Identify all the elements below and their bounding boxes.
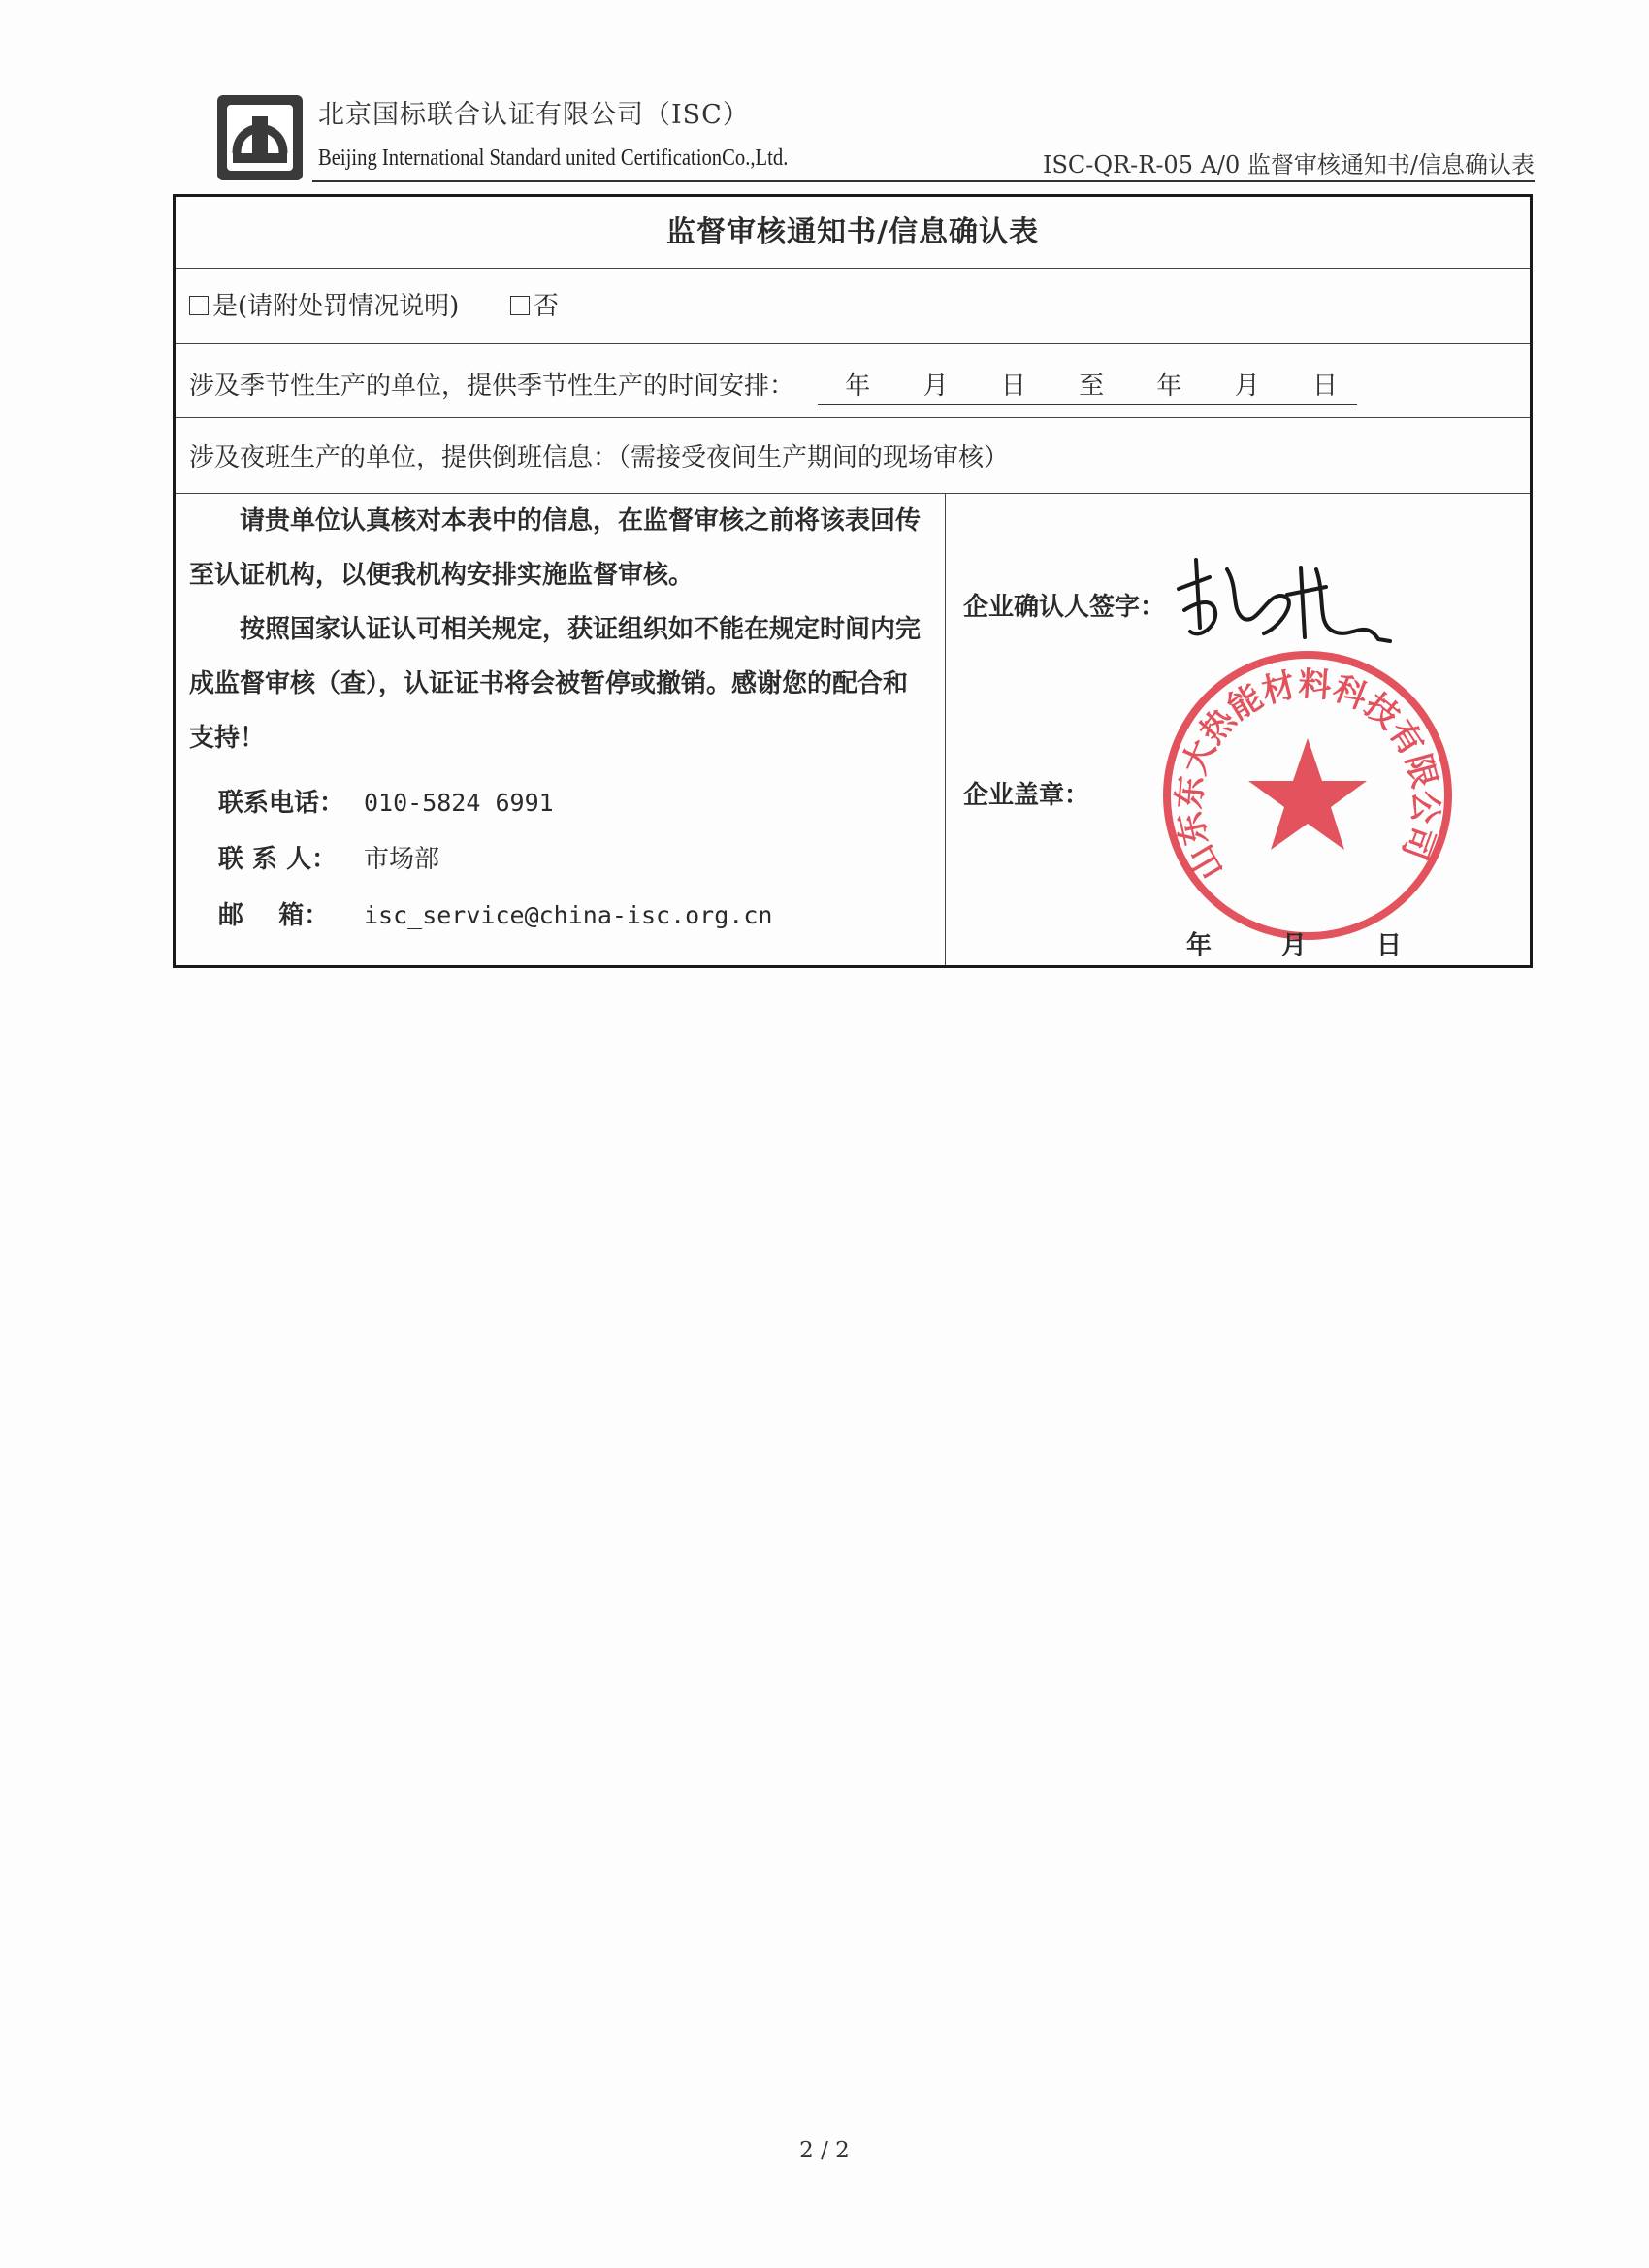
company-name-cn: 北京国标联合认证有限公司（ISC） [318, 100, 750, 130]
penalty-no-checkbox[interactable] [510, 296, 530, 315]
notice-paragraph-1: 请贵单位认真核对本表中的信息，在监督审核之前将该表回传至认证机构，以便我机构安排实施监督审核。 [189, 506, 922, 590]
person-value: 市场部 [364, 845, 440, 874]
notice-panel [176, 494, 946, 965]
seasonal-year-start: 年 [845, 372, 871, 401]
seasonal-month-start: 月 [922, 372, 949, 401]
notice-section [176, 494, 1530, 965]
contact-phone-row [218, 775, 931, 831]
phone-label: 联系电话： [218, 789, 345, 818]
svg-text:山东东大热能材料科技有限公司: 山东东大热能材料科技有限公司 [1170, 664, 1445, 887]
penalty-no-label: 否 [533, 292, 559, 321]
confirmation-form [173, 194, 1533, 968]
contact-email-row [218, 888, 931, 944]
confirm-month: 月 [1281, 931, 1308, 960]
night-shift-row [176, 418, 1530, 494]
seasonal-date-range-field[interactable] [818, 366, 1357, 405]
confirmation-date [1186, 925, 1471, 961]
seasonal-label: 涉及季节性生产的单位，提供季节性生产的时间安排： [189, 372, 795, 401]
header-divider [312, 180, 1535, 182]
confirmation-panel [946, 494, 1530, 965]
seasonal-month-end: 月 [1234, 372, 1260, 401]
seasonal-day-start: 日 [1000, 372, 1026, 401]
confirm-year: 年 [1186, 931, 1212, 960]
seasonal-production-row [176, 344, 1530, 418]
page-number: 2 / 2 [799, 2138, 850, 2163]
penalty-yes-checkbox[interactable] [189, 296, 209, 315]
night-shift-label: 涉及夜班生产的单位，提供倒班信息： [189, 443, 619, 472]
night-shift-note: （需接受夜间生产期间的现场审核） [618, 443, 1010, 472]
seasonal-to: 至 [1079, 372, 1105, 401]
seasonal-day-end: 日 [1311, 372, 1338, 401]
company-name-en: Beijing International Standard united CertificationCo.,Ltd. [318, 146, 789, 171]
notice-paragraph-2: 按照国家认证认可相关规定，获证组织如不能在规定时间内完成监督审核（查），认证证书将会被暂停或撤销。感谢您的配合和支持！ [189, 615, 922, 753]
seasonal-year-end: 年 [1156, 372, 1182, 401]
penalty-yes-label: 是(请附处罚情况说明) [212, 292, 460, 321]
seal-label: 企业盖章： [963, 781, 1090, 810]
penalty-row [176, 269, 1530, 344]
email-label: 邮 箱： [218, 901, 330, 930]
form-title: 监督审核通知书/信息确认表 [176, 197, 1530, 269]
contact-info [189, 775, 931, 944]
isc-logo-icon [215, 93, 305, 182]
phone-value: 010-5824 6991 [364, 789, 554, 817]
document-header [215, 91, 1535, 188]
handwritten-signature [1171, 550, 1394, 657]
signature-label: 企业确认人签字： [963, 593, 1166, 622]
contact-person-row [218, 831, 931, 888]
email-value[interactable]: isc_service@china-isc.org.cn [364, 901, 773, 929]
confirm-day: 日 [1376, 931, 1403, 960]
company-seal-stamp [1157, 645, 1458, 946]
person-label: 联 系 人： [218, 845, 338, 874]
document-code: ISC-QR-R-05 A/0 监督审核通知书/信息确认表 [1043, 151, 1535, 178]
